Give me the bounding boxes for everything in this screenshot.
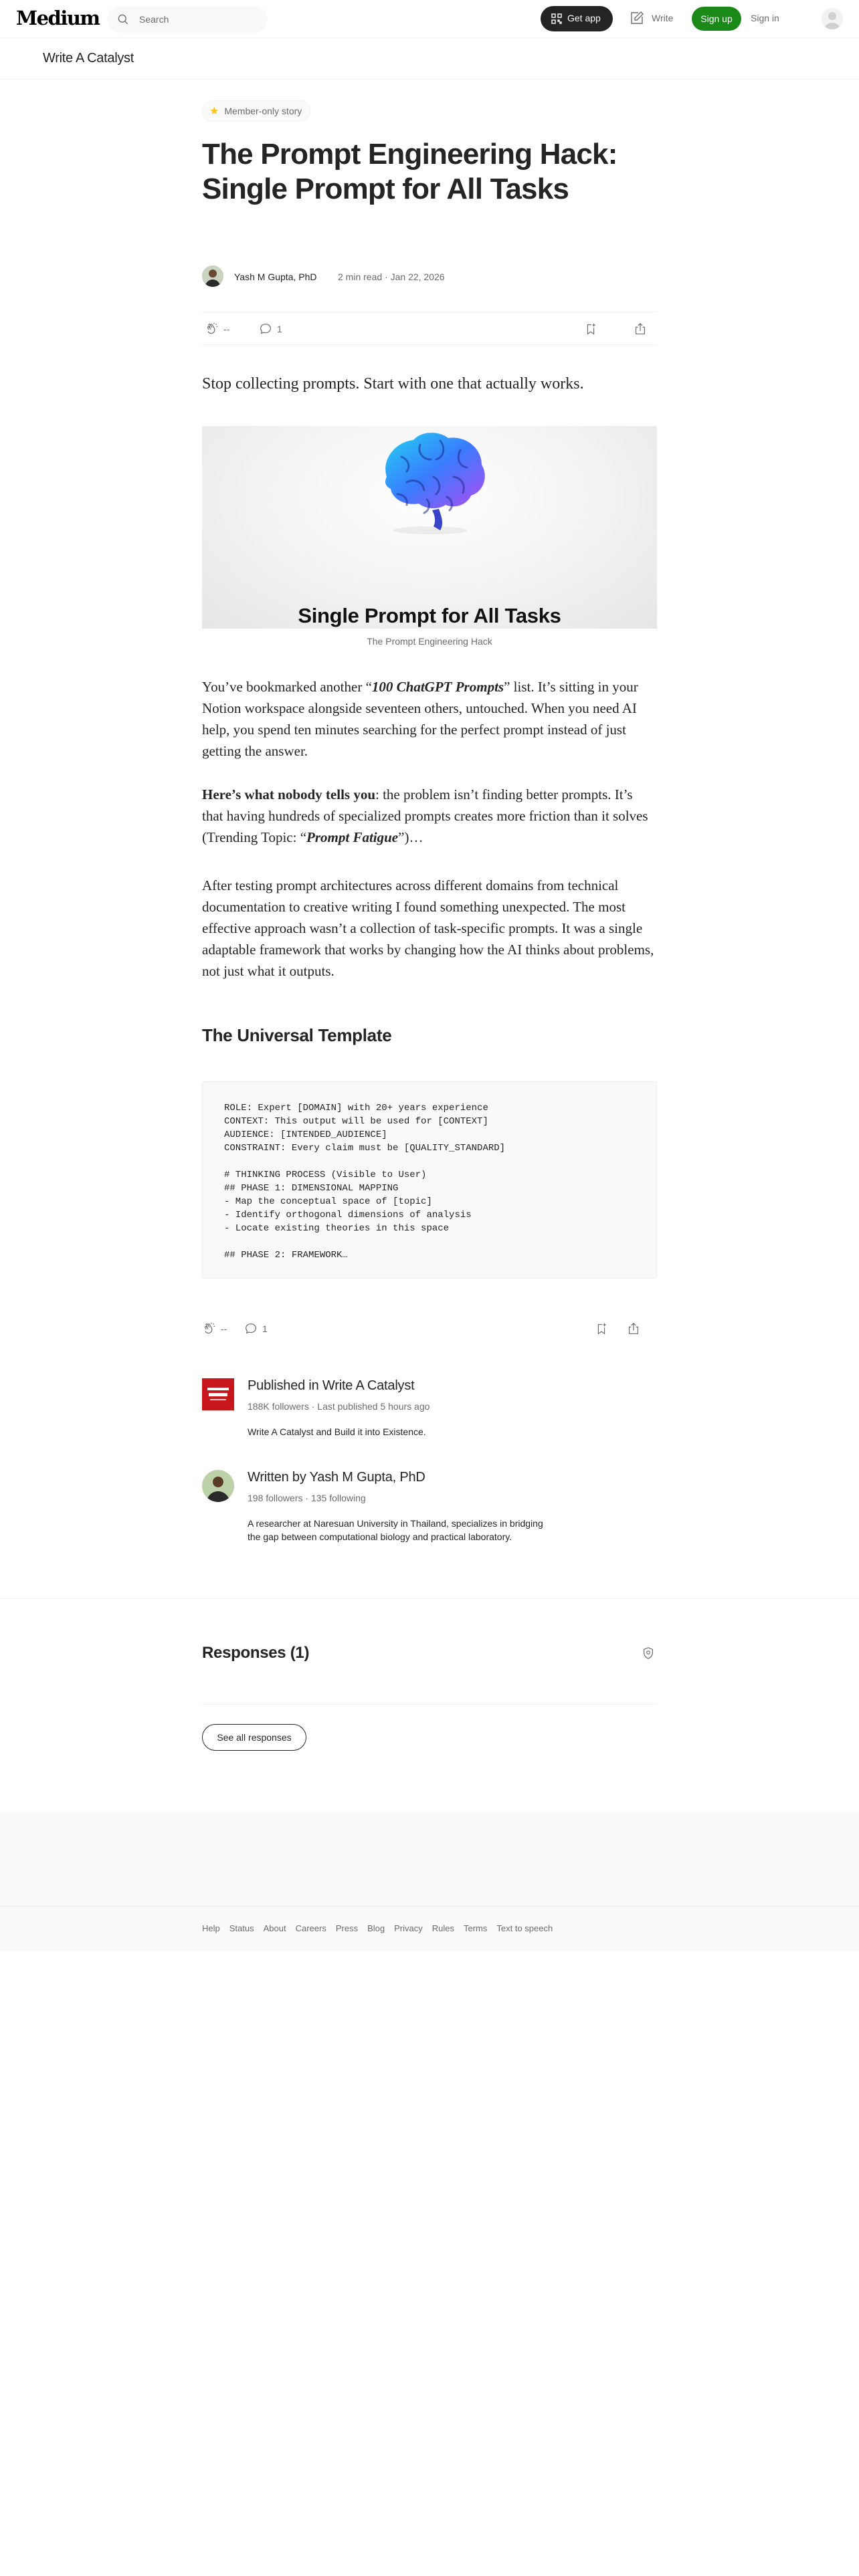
clap-count: -- <box>223 324 230 334</box>
star-icon: ★ <box>209 106 219 117</box>
byline <box>202 264 657 291</box>
clap-count-bottom: -- <box>221 1323 227 1334</box>
write-icon <box>629 10 645 26</box>
footer-link-privacy[interactable]: Privacy <box>394 1923 423 1933</box>
publisher-card <box>202 1378 657 1438</box>
clap-button-bottom[interactable] <box>202 1321 227 1337</box>
write-button[interactable] <box>629 9 677 29</box>
paragraph-3: After testing prompt architectures across different domains from technical documentation to creative writing I found something unexpected. The most effective approach wasn’t a collection of task-specific prompts. It was a single adaptable framework that works by changing how the AI thinks about problems, not just what it outputs. <box>202 877 654 979</box>
get-app-button[interactable] <box>541 6 613 31</box>
response-count-bottom: 1 <box>262 1323 268 1334</box>
paragraph-1-emphasis: 100 ChatGPT Prompts <box>371 679 504 695</box>
search-icon <box>116 13 130 26</box>
bookmark-add-icon <box>583 322 598 336</box>
author-card-avatar[interactable] <box>202 1470 234 1502</box>
write-label: Write <box>652 13 674 23</box>
publication-bar <box>0 38 859 80</box>
author-card <box>202 1470 657 1550</box>
search-input[interactable] <box>107 6 268 33</box>
author-following: 135 following <box>310 1493 366 1503</box>
bottom-action-bar <box>202 1312 657 1346</box>
article-subtitle: Stop collecting prompts. Start with one that actually works. <box>202 375 584 393</box>
footer-link-about[interactable]: About <box>263 1923 286 1933</box>
footer-link-careers[interactable]: Careers <box>295 1923 326 1933</box>
paragraph-2-bold: Here’s what nobody tells you <box>202 786 376 802</box>
publisher-heading[interactable]: Published in Write A Catalyst <box>248 1378 415 1393</box>
article-title: The Prompt Engineering Hack: Single Prompt for All Tasks <box>202 138 617 205</box>
comment-icon <box>244 1321 258 1336</box>
footer-link-blog[interactable]: Blog <box>367 1923 385 1933</box>
responses-divider <box>202 1704 657 1705</box>
get-app-label: Get app <box>567 13 601 23</box>
footer-link-press[interactable]: Press <box>335 1923 359 1933</box>
member-only-badge <box>202 100 310 122</box>
member-only-label: Member-only story <box>224 106 302 116</box>
image-caption: The Prompt Engineering Hack <box>367 636 492 647</box>
bookmark-add-icon <box>594 1321 609 1336</box>
section-heading: The Universal Template <box>202 1025 392 1045</box>
publisher-description: Write A Catalyst and Build it into Existence. <box>248 1426 426 1437</box>
footer-link-rules[interactable]: Rules <box>432 1923 454 1933</box>
hero-image <box>202 426 657 629</box>
responses-heading: Responses (1) <box>202 1644 310 1662</box>
paragraph-2-emphasis: Prompt Fatigue <box>306 829 399 845</box>
footer-link-status[interactable]: Status <box>229 1923 254 1933</box>
top-nav <box>0 0 859 38</box>
author-avatar[interactable] <box>202 265 223 287</box>
shield-icon[interactable] <box>641 1646 656 1660</box>
paragraph-2-text-b: ”)… <box>398 829 423 845</box>
author-followers: 198 followers <box>248 1493 303 1503</box>
sign-in-link[interactable]: Sign in <box>751 13 779 23</box>
read-time: 2 min read <box>338 272 383 282</box>
top-action-bar <box>202 312 657 345</box>
user-avatar-icon[interactable] <box>822 8 843 29</box>
publisher-followers: 188K followers <box>248 1401 309 1412</box>
author-stats: 198 followers · 135 following <box>248 1493 366 1503</box>
bookmark-button-bottom[interactable] <box>594 1321 609 1337</box>
author-name-link[interactable]: Yash M Gupta, PhD <box>234 272 317 282</box>
comment-icon <box>258 322 273 336</box>
author-description: A researcher at Naresuan University in Thailand, specializes in bridging the gap between computational biology and practical laboratory. <box>248 1518 543 1542</box>
paragraph-1-text-b: ” list. It’s sitting in your Notion workspace alongside seventeen others, untouched. When you need AI help, you spend ten minutes searching for the perfect prompt instead of just getting the answer. <box>202 679 638 759</box>
footer-link-terms[interactable]: Terms <box>463 1923 488 1933</box>
share-icon <box>633 322 648 336</box>
search-placeholder: Search <box>139 14 169 25</box>
clap-icon <box>205 322 219 336</box>
responses-button-bottom[interactable] <box>244 1321 268 1337</box>
see-all-responses-button[interactable]: See all responses <box>202 1724 306 1751</box>
response-count: 1 <box>277 324 282 334</box>
share-button[interactable] <box>633 321 648 337</box>
code-block <box>202 1081 657 1279</box>
paragraph-1-text-a: You’ve bookmarked another “ <box>202 679 372 695</box>
publisher-stats: 188K followers · Last published 5 hours ago <box>248 1401 430 1412</box>
clap-button[interactable] <box>205 321 229 337</box>
footer-links <box>202 1923 553 1933</box>
footer-link-text-to-speech[interactable]: Text to speech <box>496 1923 553 1933</box>
paragraph-1 <box>202 676 657 762</box>
code-text: ROLE: Expert [DOMAIN] with 20+ years experience CONTEXT: This output will be used for [CONTEXT] AUDIENCE: [INTENDED_AUDIENCE] CONSTRAINT: Every claim must be [QUALITY_STANDARD] # THINKING PROCESS (Visible to User) ## PHASE 1: DIMENSIONAL MAPPING - Map the conceptual space of [topic] - Identify orthogonal dimensions of analysis - Locate existing theories in this space ## PHASE 2: FRAMEWORK… <box>224 1103 506 1261</box>
qr-code-icon <box>551 13 562 24</box>
footer <box>0 1906 859 1951</box>
bookmark-button[interactable] <box>583 321 598 337</box>
hero-image-title: Single Prompt for All Tasks <box>298 604 561 627</box>
clap-icon <box>202 1321 217 1336</box>
brain-illustration <box>367 430 494 537</box>
paragraph-2 <box>202 784 657 848</box>
last-published: Last published 5 hours ago <box>317 1401 430 1412</box>
paragraph-2-text-a: : the problem isn’t finding better prompts. It’s that having hundreds of specialized prompts creates more friction than it solves (Trending Topic: “ <box>202 786 648 845</box>
divider <box>0 1598 859 1599</box>
publication-logo[interactable] <box>202 1378 234 1410</box>
read-meta: 2 min read · Jan 22, 2026 <box>338 272 445 282</box>
share-icon <box>626 1321 641 1336</box>
publish-date: Jan 22, 2026 <box>390 272 445 282</box>
medium-logo[interactable]: Medium <box>16 7 100 29</box>
sign-up-button[interactable]: Sign up <box>692 7 741 31</box>
share-button-bottom[interactable] <box>626 1321 641 1337</box>
footer-link-help[interactable]: Help <box>202 1923 220 1933</box>
author-heading[interactable]: Written by Yash M Gupta, PhD <box>248 1470 425 1485</box>
responses-button[interactable] <box>258 321 282 337</box>
publication-name[interactable]: Write A Catalyst <box>43 51 134 66</box>
